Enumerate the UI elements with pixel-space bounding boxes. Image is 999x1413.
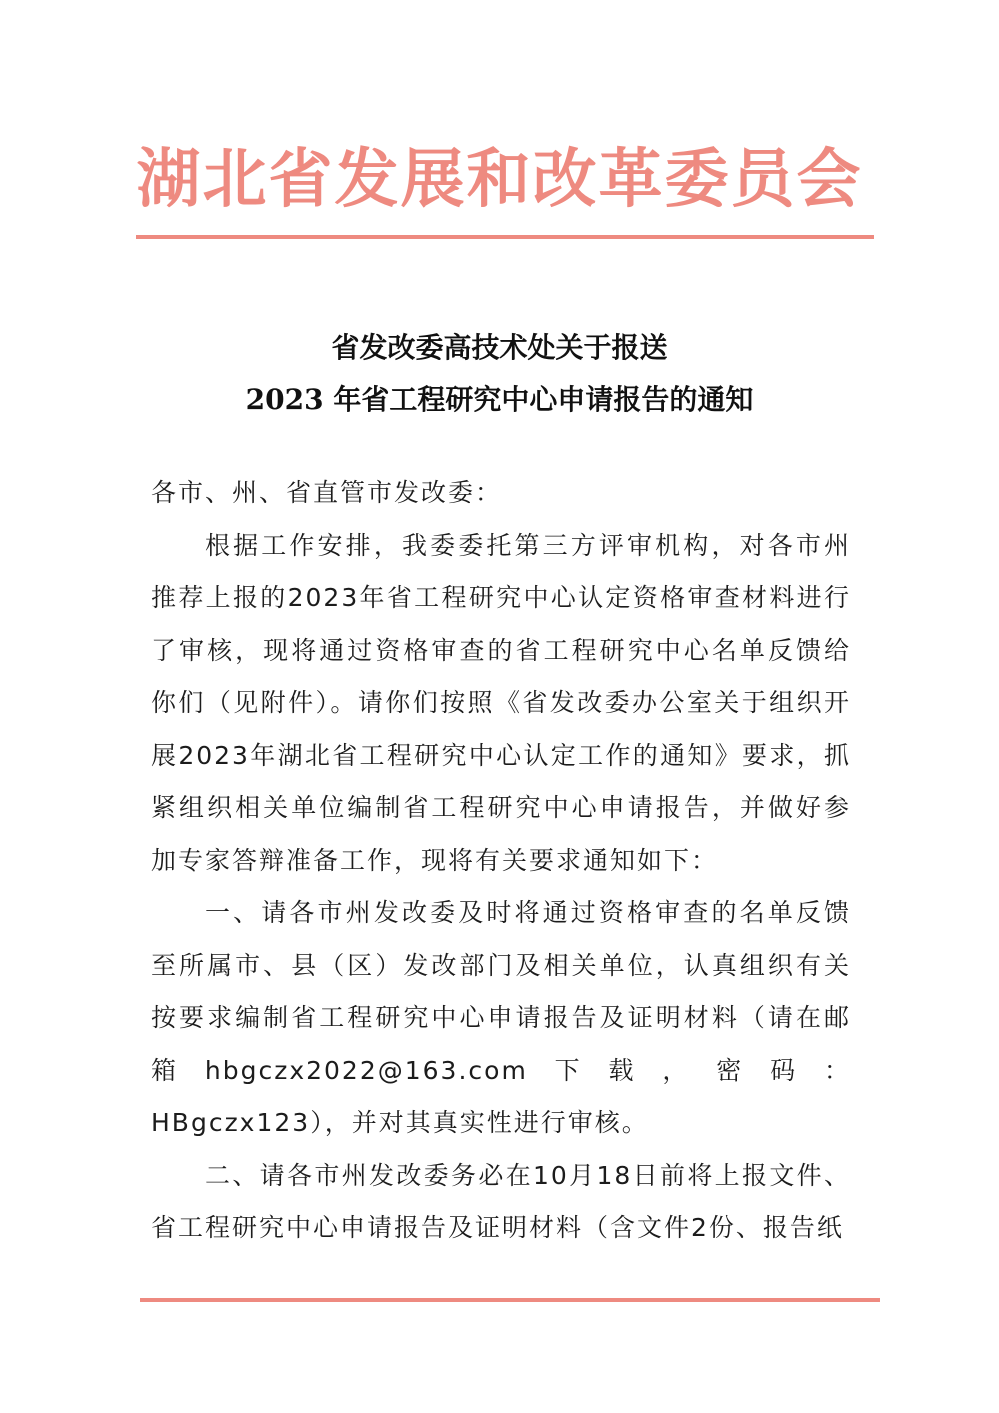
paragraph-intro: 根据工作安排，我委委托第三方评审机构，对各市州推荐上报的2023年省工程研究中心认定资格审查材料进行了审核，现将通过资格审查的省工程研究中心名单反馈给你们（见附件）。请你们按照《省发改委办公室关于组织开展2023年湖北省工程研究中心认定工作的通知》要求，抓紧组织相关单位编制省工程研究中心申请报告，并做好参加专家答辩准备工作，现将有关要求通知如下： bbox=[151, 530, 851, 875]
footer-red-rule bbox=[140, 1298, 880, 1302]
notice-body bbox=[151, 467, 851, 1255]
paragraph-item-2: 二、请各市州发改委务必在10月18日前将上报文件、省工程研究中心申请报告及证明材料（含文件2份、报告纸 bbox=[151, 1160, 851, 1242]
notice-title bbox=[0, 322, 999, 426]
notice-title-line-1: 省发改委高技术处关于报送 bbox=[331, 331, 668, 364]
header-red-rule bbox=[136, 235, 874, 239]
notice-title-line-2: 2023 年省工程研究中心申请报告的通知 bbox=[245, 383, 754, 416]
paragraph-item-1: 一、请各市州发改委及时将通过资格审查的名单反馈至所属市、县（区）发改部门及相关单位，认真组织有关按要求编制省工程研究中心申请报告及证明材料（请在邮箱hbgczx2022@163.com下载，密码：HBgczx123），并对其真实性进行审核。 bbox=[151, 898, 851, 1137]
salutation: 各市、州、省直管市发改委： bbox=[151, 478, 503, 507]
organization-masthead: 湖北省发展和改革委员会 bbox=[136, 142, 863, 217]
